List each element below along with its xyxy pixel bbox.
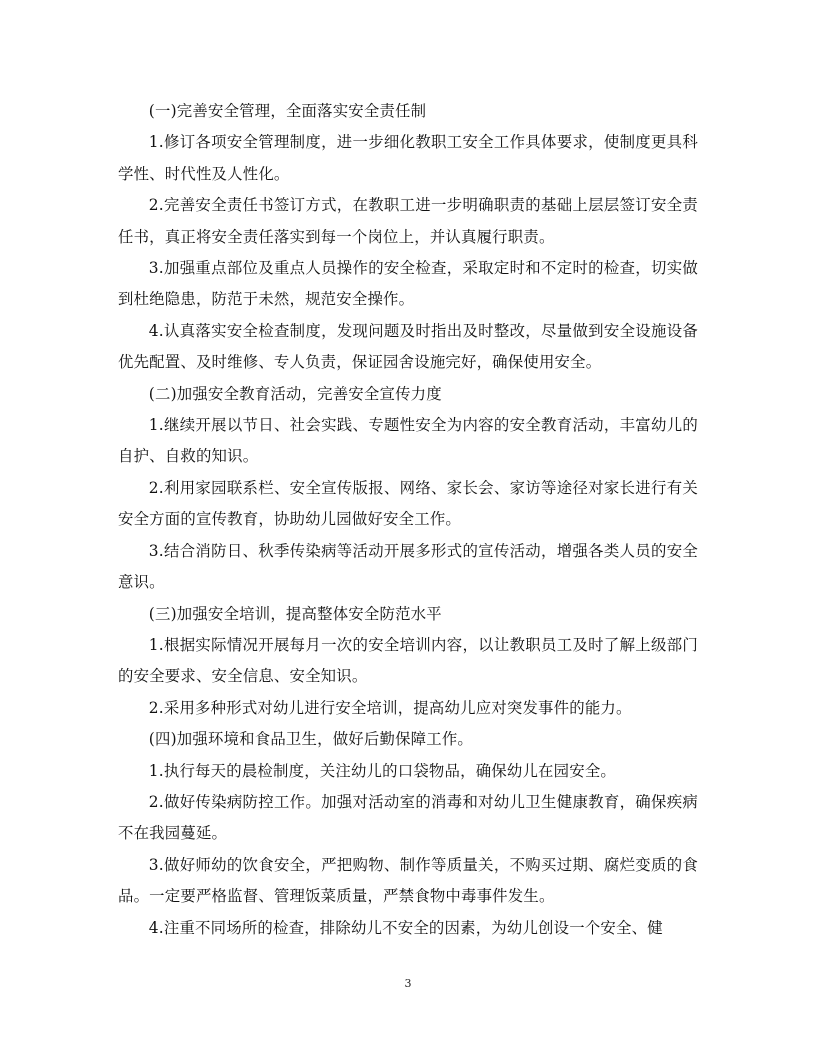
paragraph: 2.完善安全责任书签订方式，在教职工进一步明确职责的基础上层层签订安全责任书，真正将安全责任落实到每一个岗位上，并认真履行职责。 <box>118 196 698 246</box>
document-body <box>118 96 698 944</box>
section-heading-4: (四)加强环境和食品卫生，做好后勤保障工作。 <box>148 730 474 749</box>
section-heading-3: (三)加强安全培训，提高整体安全防范水平 <box>148 604 442 623</box>
paragraph: 2.采用多种形式对幼儿进行安全培训，提高幼儿应对突发事件的能力。 <box>148 698 632 717</box>
paragraph: 2.做好传染病防控工作。加强对活动室的消毒和对幼儿卫生健康教育，确保疾病不在我园蔓延。 <box>118 792 698 843</box>
paragraph: 3.做好师幼的饮食安全，严把购物、制作等质量关，不购买过期、腐烂变质的食品。一定要严格监督、管理饭菜质量，严禁食物中毒事件发生。 <box>118 855 698 906</box>
paragraph: 1.修订各项安全管理制度，进一步细化教职工安全工作具体要求，使制度更具科学性、时代性及人性化。 <box>118 133 698 183</box>
paragraph: 4.注重不同场所的检查，排除幼儿不安全的因素，为幼儿创设一个安全、健 <box>148 918 663 937</box>
paragraph: 4.认真落实安全检查制度，发现问题及时指出及时整改，尽量做到安全设施设备优先配置、及时维修、专人负责，保证园舍设施完好，确保使用安全。 <box>118 321 698 372</box>
section-heading-2: (二)加强安全教育活动，完善安全宣传力度 <box>148 384 442 403</box>
paragraph: 3.结合消防日、秋季传染病等活动开展多形式的宣传活动，增强各类人员的安全意识。 <box>118 541 698 592</box>
paragraph: 1.继续开展以节日、社会实践、专题性安全为内容的安全教育活动，丰富幼儿的自护、自救的知识。 <box>118 416 698 466</box>
section-heading-1: (一)完善安全管理，全面落实安全责任制 <box>148 102 427 120</box>
paragraph: 3.加强重点部位及重点人员操作的安全检查，采取定时和不定时的检查，切实做到杜绝隐患，防范于未然，规范安全操作。 <box>118 259 698 309</box>
paragraph: 1.执行每天的晨检制度，关注幼儿的口袋物品，确保幼儿在园安全。 <box>148 761 617 780</box>
page-number: 3 <box>404 977 412 990</box>
paragraph: 2.利用家园联系栏、安全宣传版报、网络、家长会、家访等途径对家长进行有关安全方面的宣传教育，协助幼儿园做好安全工作。 <box>118 478 698 529</box>
paragraph: 1.根据实际情况开展每月一次的安全培训内容，以让教职员工及时了解上级部门的安全要求、安全信息、安全知识。 <box>118 635 698 686</box>
